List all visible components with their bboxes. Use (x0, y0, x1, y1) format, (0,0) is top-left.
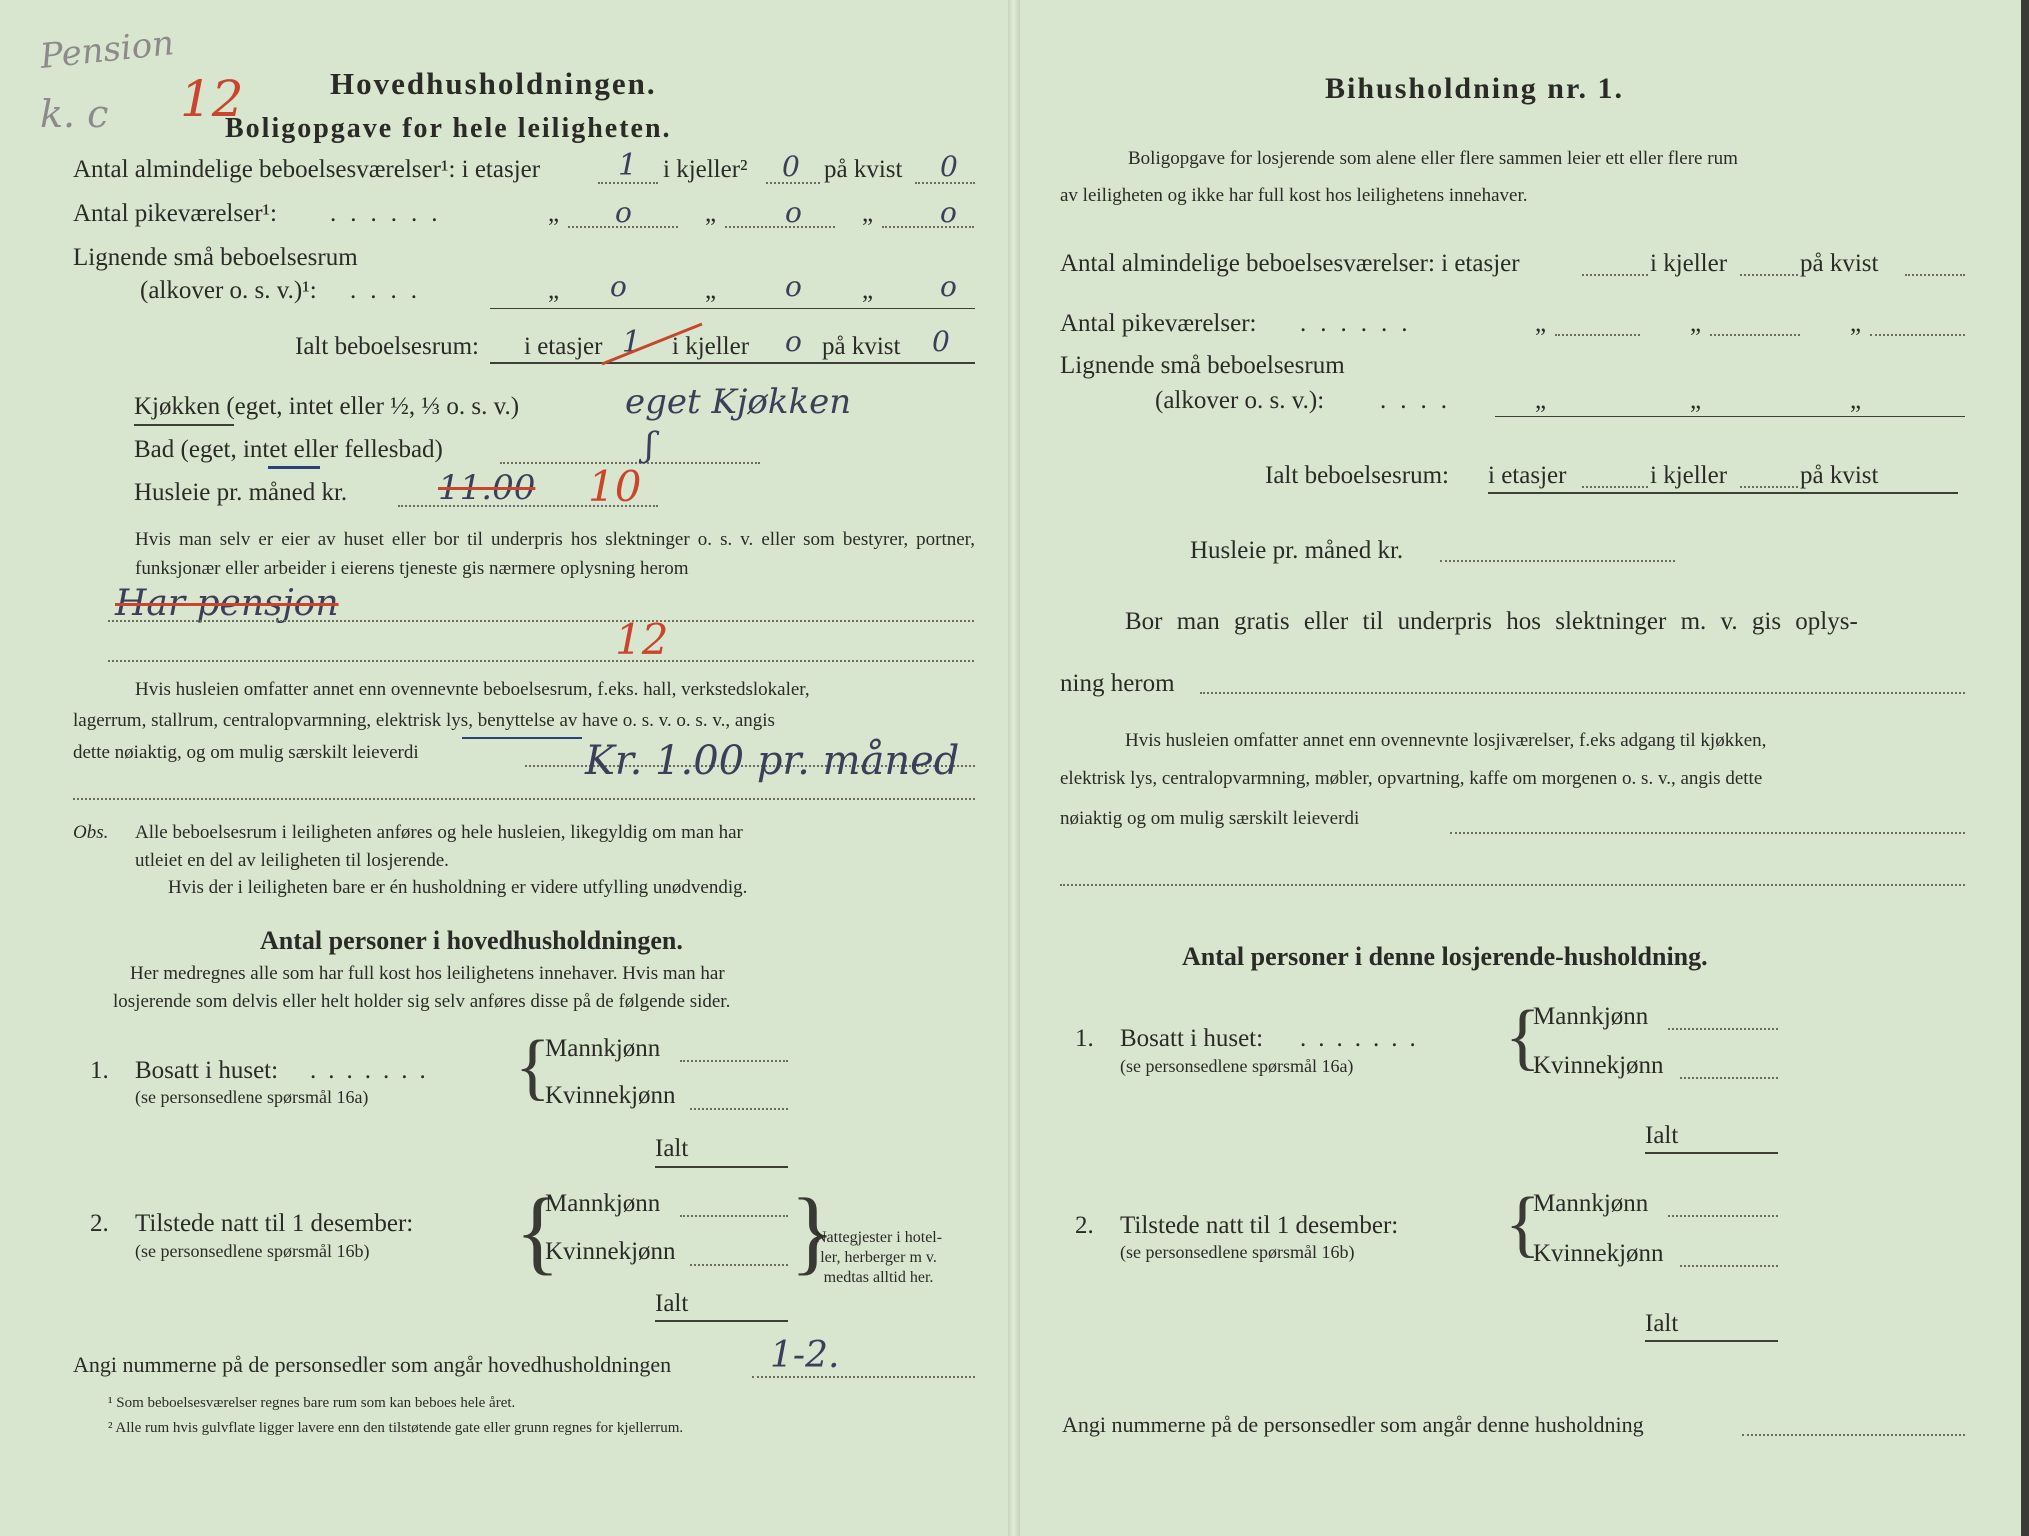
left-q1-ialt-line (655, 1166, 788, 1168)
owner-correction: 12 (615, 615, 669, 664)
obs-a: Alle beboelsesrum i leiligheten anføres og hele husleien, likegyldig om man har (135, 822, 743, 843)
left-q1-kvinne-line (690, 1108, 788, 1110)
right-row3-quote-2: „ (1690, 387, 1702, 414)
rent-correction: 10 (588, 462, 642, 511)
left-q2-kvinne-line (690, 1264, 788, 1266)
rooms-row3-value-1: o (610, 270, 627, 303)
right-rent-label: Husleie pr. måned kr. (1190, 537, 1404, 564)
left-q1-mann: Mannkjønn (545, 1035, 661, 1062)
right-q1-leaders: ....... (1300, 1025, 1428, 1052)
right-row2-quote-2: „ (1690, 310, 1702, 337)
right-intro-b: av leiligheten og ikke har full kost hos leilighetens innehaver. (1060, 185, 1528, 206)
left-numbers-value: 1-2. (770, 1335, 840, 1376)
left-q2-kvinne: Kvinnekjønn (545, 1238, 676, 1265)
right-total-rule (1488, 492, 1958, 494)
right-gratis-line (1200, 692, 1965, 694)
right-total-kjeller: i kjeller (1650, 462, 1728, 489)
right-extra-c: nøiaktig og om mulig særskilt leieverdi (1060, 808, 1360, 829)
left-q1-leaders: ....... (310, 1057, 438, 1084)
right-row2-label: Antal pikeværelser: (1060, 310, 1257, 337)
bath-label: Bad (eget, intet eller fellesbad) (134, 436, 443, 463)
kitchen-label: Kjøkken (eget, intet eller ½, ⅓ o. s. v.) (134, 393, 520, 420)
right-q1-label: Bosatt i huset: (1120, 1025, 1264, 1052)
rooms-row3-label-b: (alkover o. s. v.)¹: (140, 277, 317, 304)
obs-c: Hvis der i leiligheten bare er én husholdning er videre utfylling unødvendig. (168, 877, 748, 898)
rooms-row3-value-3: o (940, 270, 957, 303)
rooms-total-etasjer: i etasjer (524, 333, 603, 360)
owner-note: Hvis man selv er eier av huset eller bor til underpris hos slektninger o. s. v. eller som bestyrer, portner, funksjonær eller arbeider i eierens tjeneste gis nærmere oplysning herom (135, 529, 975, 579)
owner-line-2 (108, 660, 974, 662)
right-intro-a: Boligopgave for losjerende som alene eller flere sammen leier ett eller flere rum (1128, 148, 1738, 169)
extra-note-a: Hvis husleien omfatter annet enn ovennevnte beboelsesrum, f.eks. hall, verkstedslokaler, (135, 679, 810, 700)
right-row1-label: Antal almindelige beboelsesværelser: i etasjer (1060, 250, 1520, 277)
rooms-row3-quote-1: „ (548, 277, 560, 304)
right-q2-kvinne-line (1680, 1265, 1778, 1267)
right-gratis-b: ning herom (1060, 670, 1175, 697)
left-numbers-line (752, 1376, 975, 1378)
rooms-total-kjeller-value: o (785, 325, 802, 358)
right-row3-quote-1: „ (1535, 387, 1547, 414)
right-extra-line-2 (1060, 884, 1965, 886)
right-q2-mann: Mannkjønn (1533, 1190, 1649, 1217)
rooms-row1-kjeller-value: 0 (782, 150, 800, 183)
right-q2-num: 2. (1075, 1212, 1094, 1239)
left-subtitle: Boligopgave for hele leiligheten. (225, 113, 672, 144)
right-persons-title: Antal personer i denne losjerende-husholdning. (1182, 942, 1708, 971)
left-persons-title: Antal personer i hovedhusholdningen. (260, 926, 683, 955)
right-row3-label-b: (alkover o. s. v.): (1155, 387, 1325, 414)
red-correction-stroke (598, 318, 708, 370)
right-numbers-label: Angi nummerne på de personsedler som angår denne husholdning (1062, 1412, 1644, 1437)
right-q2-ialt-line (1645, 1340, 1778, 1342)
left-q2-num: 2. (90, 1210, 109, 1237)
right-gratis-a: Bor man gratis eller til underpris hos slektninger m. v. gis oplys- (1125, 608, 1858, 635)
guest-note-line-1: Nattegjester i hotel- (815, 1229, 943, 1246)
extra-note-b: lagerrum, stallrum, centralopvarmning, elektrisk lys, benyttelse av have o. s. v. o. s. v., angis (73, 710, 775, 731)
left-q2-sub: (se personsedlene spørsmål 16b) (135, 1241, 370, 1261)
rooms-row1-label: Antal almindelige beboelsesværelser¹: i etasjer (73, 156, 541, 183)
left-q2-close-brace: } (790, 1180, 836, 1284)
rooms-row3-quote-3: „ (862, 277, 874, 304)
rooms-row2-value-2: o (785, 196, 802, 229)
extra-value: Kr. 1.00 pr. måned (585, 738, 960, 784)
rooms-row1-etasjer-value: 1 (618, 148, 638, 183)
left-q2-ialt: Ialt (655, 1290, 689, 1317)
left-persons-note-a: Her medregnes alle som har full kost hos leilighetens innehaver. Hvis man har (130, 963, 725, 984)
rooms-total-label: Ialt beboelsesrum: (295, 333, 479, 360)
right-q1-num: 1. (1075, 1025, 1094, 1052)
right-row2-leaders: ...... (1300, 310, 1422, 337)
right-total-kvist: på kvist (1800, 462, 1879, 489)
right-q2-brace: { (1505, 1183, 1541, 1265)
right-extra-b: elektrisk lys, centralopvarmning, møbler, opvartning, kaffe om morgenen o. s. v., angis dette (1060, 768, 1763, 789)
right-total-etasjer: i etasjer (1488, 462, 1567, 489)
right-total-kjeller-line (1740, 486, 1798, 488)
owner-line-1 (108, 620, 974, 622)
rooms-total-kjeller: i kjeller (672, 333, 750, 360)
right-extra-line-1 (1450, 832, 1965, 834)
rooms-row3-value-2: o (785, 270, 802, 303)
bath-mark: ʃ (645, 425, 655, 465)
right-q1-ialt-line (1645, 1152, 1778, 1154)
right-row1-etasjer-line (1582, 274, 1648, 276)
right-row2-quote-3: „ (1850, 310, 1862, 337)
bath-intet-underline (268, 466, 320, 469)
right-q2-ialt: Ialt (1645, 1310, 1679, 1337)
left-numbers-label: Angi nummerne på de personsedler som angår hovedhusholdningen (73, 1352, 672, 1377)
rent-label: Husleie pr. måned kr. (134, 479, 348, 506)
left-q2-ialt-line (655, 1320, 788, 1322)
footnote-1: ¹ Som beboelsesværelser regnes bare rum som kan beboes hele året. (108, 1395, 516, 1411)
rooms-row2-line-3 (882, 226, 974, 228)
right-q2-label: Tilstede natt til 1 desember: (1120, 1212, 1399, 1239)
extra-note-c: dette nøiaktig, og om mulig særskilt leieverdi (73, 742, 419, 763)
left-q2-label: Tilstede natt til 1 desember: (135, 1210, 414, 1237)
right-extra-a: Hvis husleien omfatter annet enn ovennevnte losjiværelser, f.eks adgang til kjøkken, (1125, 730, 1767, 751)
right-row1-kvist: på kvist (1800, 250, 1879, 277)
page-fold (1008, 0, 1020, 1536)
right-row3-label-a: Lignende små beboelsesrum (1060, 352, 1345, 379)
left-q1-kvinne: Kvinnekjønn (545, 1082, 676, 1109)
right-row2-line-1 (1555, 334, 1640, 336)
left-q1-label: Bosatt i huset: (135, 1057, 279, 1084)
right-q1-kvinne: Kvinnekjønn (1533, 1052, 1664, 1079)
obs-b: utleiet en del av leiligheten til losjerende. (135, 850, 449, 871)
rooms-row2-label: Antal pikeværelser¹: (73, 200, 277, 227)
margin-note-number: 12 (180, 70, 244, 128)
rent-value: 11.00 (438, 468, 536, 508)
left-q2-brace: { (515, 1180, 561, 1284)
left-persons-note-b: losjerende som delvis eller helt holder sig selv anføres disse på de følgende sider. (113, 991, 731, 1012)
owner-value: Har pensjon (115, 583, 339, 624)
right-row2-quote-1: „ (1535, 310, 1547, 337)
left-q1-mann-line (680, 1060, 788, 1062)
right-row3-leaders: .... (1380, 387, 1461, 414)
elektrisk-underline (462, 737, 582, 739)
right-total-etasjer-line (1582, 486, 1648, 488)
rooms-row2-value-1: o (615, 196, 632, 229)
right-q1-ialt: Ialt (1645, 1122, 1679, 1149)
rooms-row2-quote-1: „ (548, 200, 560, 227)
right-row3-rule (1495, 416, 1965, 417)
rooms-total-etasjer-value: 1 (622, 325, 642, 360)
right-row3-quote-3: „ (1850, 387, 1862, 414)
rooms-row1-kvist-label: på kvist (824, 156, 903, 183)
right-row2-line-3 (1870, 334, 1965, 336)
right-numbers-line (1742, 1434, 1965, 1436)
rooms-row1-kjeller-label: i kjeller² (663, 156, 748, 183)
rooms-total-kvist: på kvist (822, 333, 901, 360)
right-row1-kjeller: i kjeller (1650, 250, 1728, 277)
rooms-row1-kvist-value: 0 (940, 150, 958, 183)
right-total-label: Ialt beboelsesrum: (1265, 462, 1449, 489)
right-q2-sub: (se personsedlene spørsmål 16b) (1120, 1242, 1355, 1262)
right-title: Bihusholdning nr. 1. (1325, 72, 1625, 105)
right-rent-line (1440, 560, 1675, 562)
rooms-row3-leaders: .... (350, 277, 431, 304)
kitchen-value: eget Kjøkken (625, 382, 852, 422)
right-q2-kvinne: Kvinnekjønn (1533, 1240, 1664, 1267)
kitchen-underline (134, 424, 234, 426)
rooms-row2-quote-3: „ (862, 200, 874, 227)
rooms-total-kvist-value: 0 (932, 325, 950, 358)
guest-note (815, 1228, 942, 1288)
right-q1-sub: (se personsedlene spørsmål 16a) (1120, 1056, 1354, 1076)
right-q2-mann-line (1668, 1215, 1778, 1217)
rooms-row2-leaders: ...... (330, 200, 452, 227)
footnote-2: ² Alle rum hvis gulvflate ligger lavere enn den tilstøtende gate eller grunn regnes for kjellerrum. (108, 1420, 684, 1436)
left-q1-sub: (se personsedlene spørsmål 16a) (135, 1087, 369, 1107)
left-q2-mann: Mannkjønn (545, 1190, 661, 1217)
right-q1-kvinne-line (1680, 1077, 1778, 1079)
rooms-total-rule (490, 362, 975, 364)
rooms-row3-quote-2: „ (705, 277, 717, 304)
right-q1-brace: { (1505, 996, 1541, 1078)
left-q1-num: 1. (90, 1057, 109, 1084)
right-row1-kjeller-line (1740, 274, 1798, 276)
right-q1-mann: Mannkjønn (1533, 1003, 1649, 1030)
rooms-row2-value-3: o (940, 196, 957, 229)
left-q1-ialt: Ialt (655, 1135, 689, 1162)
left-q1-brace: { (515, 1026, 551, 1108)
right-q1-mann-line (1668, 1028, 1778, 1030)
rooms-row2-quote-2: „ (705, 200, 717, 227)
left-q2-mann-line (680, 1215, 788, 1217)
guest-note-line-2: ler, herberger m v. (820, 1249, 937, 1266)
obs-label: Obs. (73, 822, 109, 843)
guest-note-line-3: medtas alltid her. (823, 1269, 934, 1286)
right-row2-line-2 (1710, 334, 1800, 336)
margin-note-kc: k. c (40, 92, 109, 136)
rooms-row3-label-a: Lignende små beboelsesrum (73, 244, 358, 271)
left-title: Hovedhusholdningen. (330, 66, 657, 101)
sheet-edge (2021, 0, 2029, 1536)
rooms-row3-rule (490, 308, 975, 309)
right-row1-kvist-line (1905, 274, 1965, 276)
extra-line-2 (73, 798, 975, 800)
margin-note-pension: Pension (38, 23, 176, 77)
rooms-row2-line-2 (725, 226, 835, 228)
